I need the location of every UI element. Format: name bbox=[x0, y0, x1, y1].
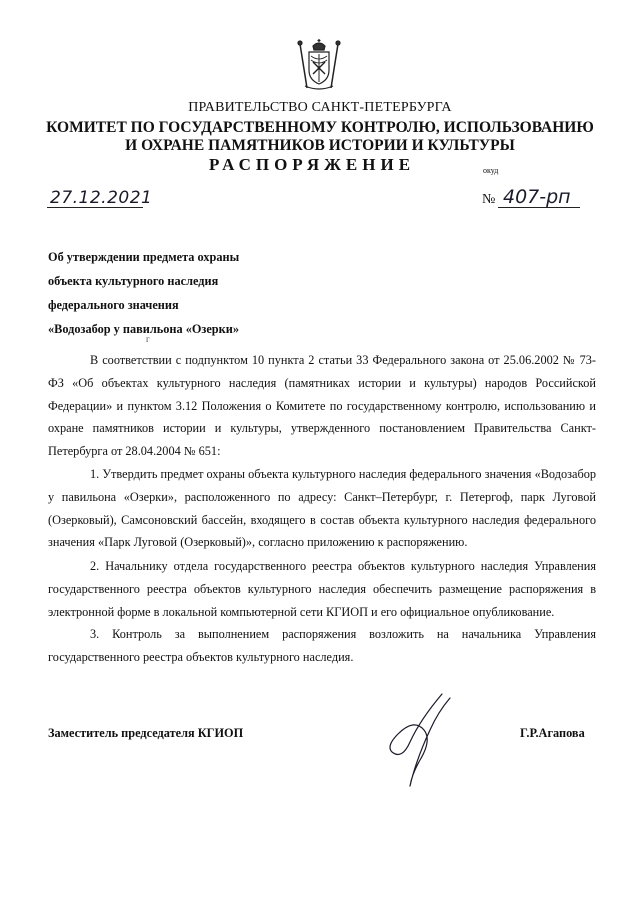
subject-line: Об утверждении предмета охраны bbox=[48, 250, 240, 264]
handwritten-signature bbox=[380, 690, 460, 790]
signatory-name: Г.Р.Агапова bbox=[520, 726, 585, 740]
coat-of-arms-icon bbox=[296, 38, 342, 92]
document-date: 27.12.2021 bbox=[50, 188, 153, 208]
subject-line: объекта культурного наследия bbox=[48, 274, 219, 288]
committee-name-line1: КОМИТЕТ ПО ГОСУДАРСТВЕННОМУ КОНТРОЛЮ, ИСПОЛЬЗОВАНИЮ bbox=[46, 119, 594, 136]
number-sign: № bbox=[482, 192, 496, 207]
subject-line: федерального значения bbox=[48, 298, 179, 312]
government-name: ПРАВИТЕЛЬСТВО САНКТ-ПЕТЕРБУРГА bbox=[188, 100, 452, 115]
signatory-role: Заместитель председателя КГИОП bbox=[48, 726, 244, 740]
document-number: 407-рп bbox=[503, 186, 571, 208]
subject-line: «Водозабор у павильона «Озерки» bbox=[48, 322, 239, 336]
order-item-2: 2. Начальнику отдела государственного реестра объектов культурного наследия Управления государственного реестра объектов культурного наследия обеспечить размещение распоряжения в электронной форме в локальной компьютерной сети КГИОП и его официальное опубликование. bbox=[48, 559, 596, 619]
subject-mark: г bbox=[146, 334, 150, 344]
order-item-1: 1. Утвердить предмет охраны объекта культурного наследия федерального значения «Водозабор у павильона «Озерки», расположенного по адресу: Санкт–Петербург, г. Петергоф, парк Луговой (Озерковый), Самсоновский бассейн, входящего в состав объекта культурного наследия федерального значения «Парк Луговой (Озерковый)», согласно приложению к распоряжению. bbox=[48, 467, 596, 550]
preamble-paragraph: В соответствии с подпунктом 10 пункта 2 статьи 33 Федерального закона от 25.06.2002 № 73-ФЗ «Об объектах культурного наследия (памятниках истории и культуры) народов Российской Федерации» и пунктом 3.12 Положения о Комитете по государственному контролю, использованию и охране памятников истории и культуры, утвержденного постановлением Правительства Санкт-Петербурга от 28.04.2004 № 651: bbox=[48, 353, 596, 459]
order-item-3: 3. Контроль за выполнением распоряжения возложить на начальника Управления государственного реестра объектов культурного наследия. bbox=[48, 627, 596, 664]
committee-name-line2: И ОХРАНЕ ПАМЯТНИКОВ ИСТОРИИ И КУЛЬТУРЫ bbox=[125, 137, 515, 154]
okud-label: окуд bbox=[483, 166, 499, 175]
document-type-title: РАСПОРЯЖЕНИЕ bbox=[208, 155, 416, 174]
